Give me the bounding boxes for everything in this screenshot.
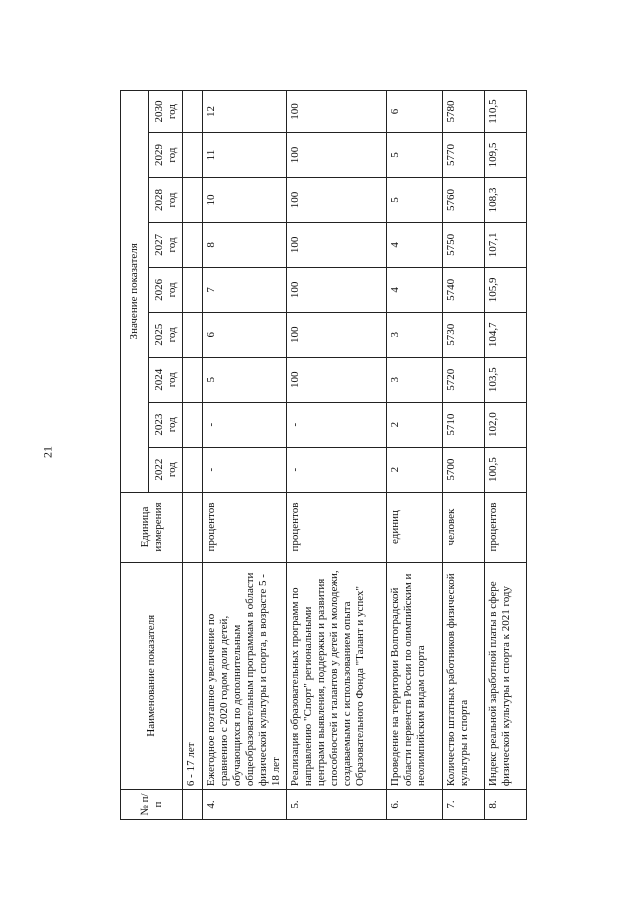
row-value: 5710 <box>443 402 485 447</box>
row-value: 2 <box>387 402 443 447</box>
row-value: 5780 <box>443 91 485 133</box>
row-value: 100 <box>287 222 387 267</box>
header-year: 2030 год <box>149 91 183 133</box>
row-value: 5 <box>203 357 287 402</box>
table-row <box>387 91 443 820</box>
row-value: 104,7 <box>485 312 527 357</box>
header-name: Наименование показателя <box>121 562 183 790</box>
row-name: Проведение на территории Волгоградской области первенств России по олимпийским и неолимпийским видам спорта <box>387 562 443 790</box>
row-value: 109,5 <box>485 133 527 178</box>
row-value: 100 <box>287 178 387 223</box>
table-row <box>287 91 387 820</box>
row-value: 102,0 <box>485 402 527 447</box>
row-value: - <box>287 447 387 492</box>
row-value: 8 <box>203 222 287 267</box>
row-num: 5. <box>287 790 387 820</box>
row-value: 108,3 <box>485 178 527 223</box>
header-year: 2029 год <box>149 133 183 178</box>
header-unit: Единица измерения <box>121 492 183 562</box>
row-unit: процентов <box>203 492 287 562</box>
row-value: 5 <box>387 178 443 223</box>
row-value: 3 <box>387 357 443 402</box>
row-value: 100 <box>287 312 387 357</box>
indicators-table <box>120 90 527 820</box>
row-value: 5740 <box>443 267 485 312</box>
row-value: 105,9 <box>485 267 527 312</box>
row-value: 100 <box>287 357 387 402</box>
header-year: 2025 год <box>149 312 183 357</box>
row-value: 100 <box>287 133 387 178</box>
row-unit: процентов <box>485 492 527 562</box>
header-year: 2026 год <box>149 267 183 312</box>
row-unit: единиц <box>387 492 443 562</box>
row-num: 6. <box>387 790 443 820</box>
row-value: - <box>287 402 387 447</box>
row-value: 2 <box>387 447 443 492</box>
header-num: № п/п <box>121 790 183 820</box>
row-value: 103,5 <box>485 357 527 402</box>
header-year: 2022 год <box>149 447 183 492</box>
table-row <box>485 91 527 820</box>
row-value: 4 <box>387 267 443 312</box>
table-row <box>203 91 287 820</box>
row-name: Количество штатных работников физической культуры и спорта <box>443 562 485 790</box>
row-value: 5720 <box>443 357 485 402</box>
row-value: 12 <box>203 91 287 133</box>
row-unit: процентов <box>287 492 387 562</box>
row-value: 5770 <box>443 133 485 178</box>
row-value: 5750 <box>443 222 485 267</box>
row-name: Реализация образовательных программ по направлению "Спорт" региональными центрами выявления, поддержки и развития способностей и талантов у детей и молодежи, создаваемыми с использованием опыта Образовательного Фонда "Талант и успех" <box>287 562 387 790</box>
row-value: 107,1 <box>485 222 527 267</box>
row-num: 4. <box>203 790 287 820</box>
table-row <box>443 91 485 820</box>
continuation-text: 6 - 17 лет <box>183 562 203 790</box>
row-value: 11 <box>203 133 287 178</box>
row-value: - <box>203 402 287 447</box>
rotated-table-container <box>120 90 520 820</box>
row-value: 100 <box>287 91 387 133</box>
row-value: 5 <box>387 133 443 178</box>
row-value: 7 <box>203 267 287 312</box>
row-value: 100 <box>287 267 387 312</box>
row-name: Индекс реальной заработной платы в сфере физической культуры и спорта к 2021 году <box>485 562 527 790</box>
header-year: 2027 год <box>149 222 183 267</box>
row-unit: человек <box>443 492 485 562</box>
header-year: 2024 год <box>149 357 183 402</box>
row-value: 110,5 <box>485 91 527 133</box>
continuation-row <box>183 91 203 820</box>
row-value: 6 <box>387 91 443 133</box>
row-value: 5730 <box>443 312 485 357</box>
row-value: 5700 <box>443 447 485 492</box>
row-name: Ежегодное поэтапное увеличение по сравнению с 2020 годом доли детей, обучающихся по дополнительным общеобразовательным программам в области физической культуры и спорта, в возрасте 5 - 18 лет <box>203 562 287 790</box>
row-value: 3 <box>387 312 443 357</box>
row-value: 10 <box>203 178 287 223</box>
header-year: 2023 год <box>149 402 183 447</box>
row-value: - <box>203 447 287 492</box>
row-value: 100,5 <box>485 447 527 492</box>
row-value: 6 <box>203 312 287 357</box>
header-values-group: Значение показателя <box>121 91 149 493</box>
row-num: 8. <box>485 790 527 820</box>
row-value: 4 <box>387 222 443 267</box>
page-number: 21 <box>40 446 55 458</box>
header-year: 2028 год <box>149 178 183 223</box>
row-num: 7. <box>443 790 485 820</box>
row-value: 5760 <box>443 178 485 223</box>
